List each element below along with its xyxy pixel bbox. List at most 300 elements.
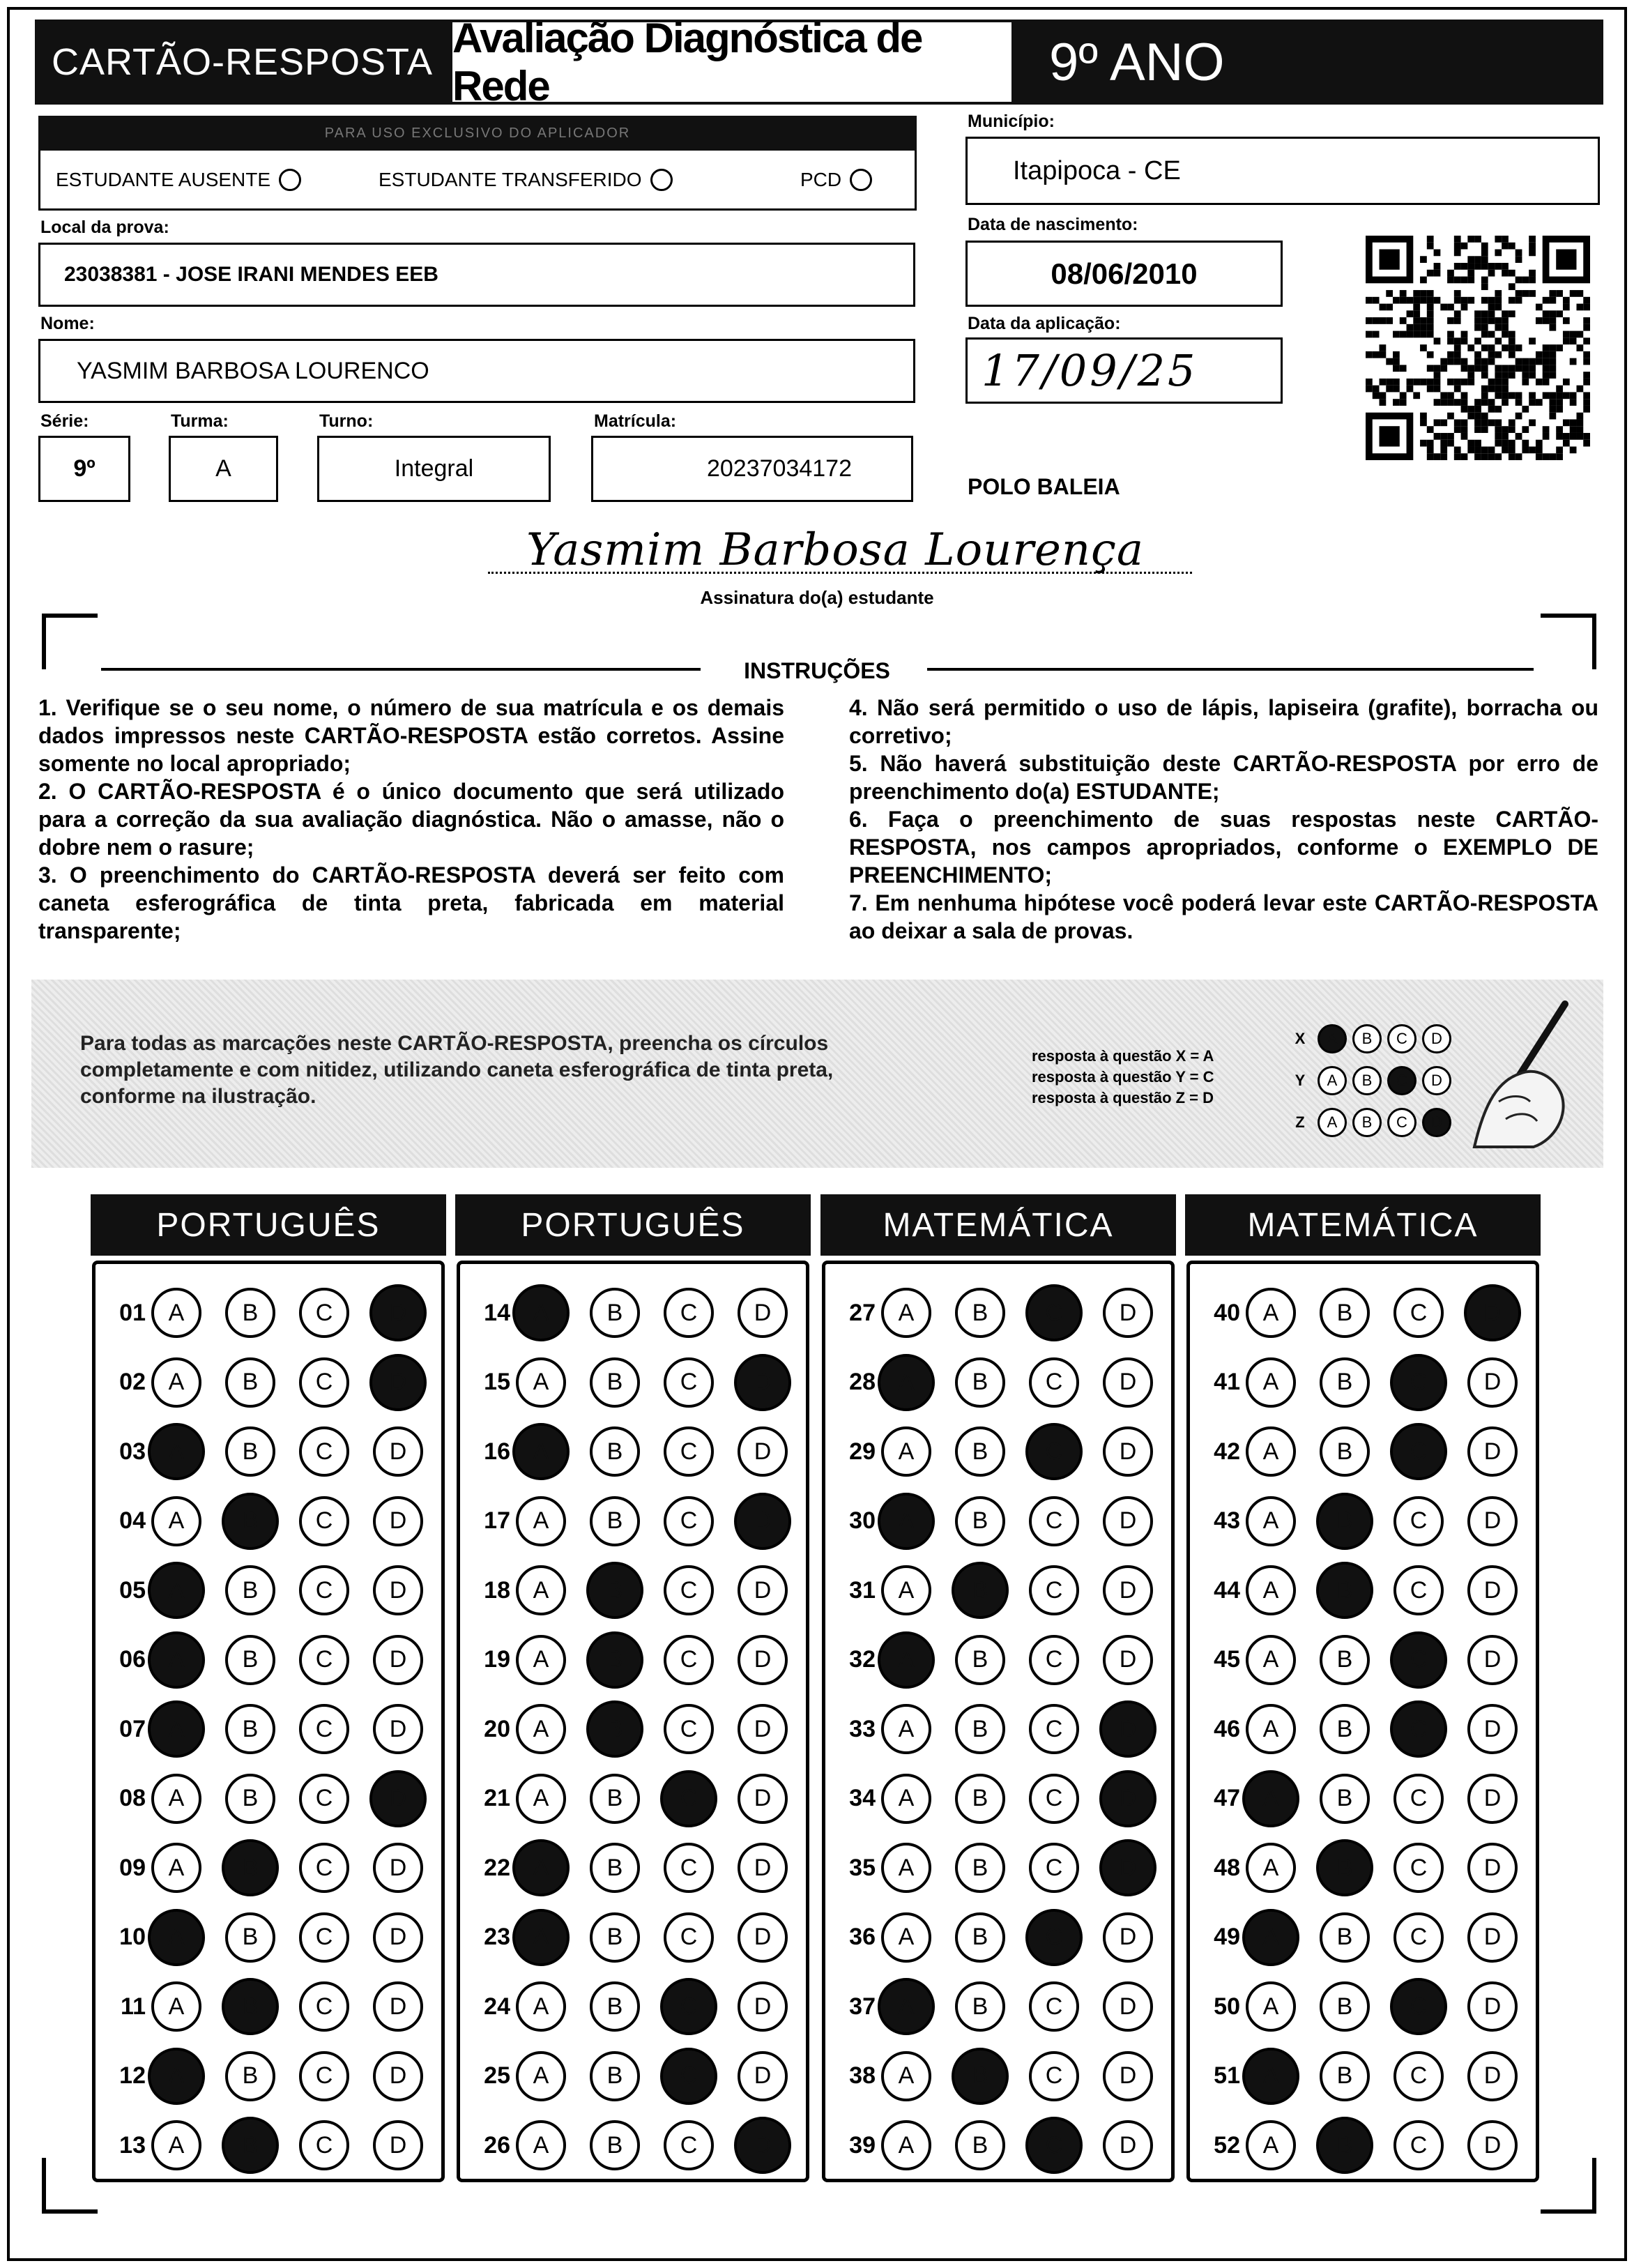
answer-bubble-a[interactable]: A (151, 1496, 201, 1546)
answer-bubble-d[interactable]: D (738, 1912, 788, 1963)
answer-bubble-d[interactable]: D (1467, 2051, 1518, 2101)
answer-bubble-a[interactable]: A (516, 1357, 566, 1408)
answer-bubble-d[interactable]: D (1467, 1843, 1518, 1893)
answer-bubble-c[interactable]: C (1025, 1909, 1083, 1966)
answer-bubble-d[interactable]: D (1103, 1981, 1153, 2032)
answer-bubble-b[interactable]: B (1316, 2117, 1373, 2174)
question-number: 45 (1214, 1646, 1240, 1673)
answer-bubble-d[interactable]: D (734, 1493, 791, 1550)
answer-bubble-b[interactable]: B (586, 1562, 643, 1619)
example-question-label: Z (1295, 1113, 1305, 1131)
question-number: 22 (484, 1854, 510, 1881)
answer-bubble-d[interactable]: D (373, 1426, 423, 1477)
question-row (96, 1764, 441, 1834)
question-number: 33 (849, 1715, 876, 1742)
answer-bubble-d[interactable]: D (1103, 1426, 1153, 1477)
answer-column (92, 1261, 445, 2182)
answer-bubble-c[interactable]: C (1029, 1981, 1079, 2032)
section-title: MATEMÁTICA (820, 1194, 1176, 1256)
answer-bubble-a[interactable]: A (151, 1843, 201, 1893)
answer-bubble-d[interactable]: D (1103, 1288, 1153, 1338)
question-number: 13 (119, 2131, 146, 2159)
answer-bubble-c[interactable]: C (1394, 1496, 1444, 1546)
example-label-y: resposta à questão Y = C (1032, 1068, 1214, 1086)
answer-bubble-a[interactable]: A (878, 1631, 935, 1689)
answer-bubble-c[interactable]: C (664, 1357, 714, 1408)
answer-bubble-a[interactable]: A (1246, 1981, 1296, 2032)
answer-bubble-b[interactable]: B (590, 1843, 640, 1893)
answer-bubble-a[interactable]: A (516, 1704, 566, 1754)
matricula-label: Matrícula: (594, 411, 677, 431)
question-row (96, 1903, 441, 1972)
question-number: 16 (484, 1438, 510, 1465)
answer-bubble-c[interactable]: C (299, 2120, 349, 2170)
section-title: MATEMÁTICA (1185, 1194, 1541, 1256)
answer-bubble-a[interactable]: A (881, 2051, 931, 2101)
answer-bubble-d[interactable]: D (1099, 1700, 1156, 1758)
answer-bubble-c[interactable]: C (664, 1912, 714, 1963)
answer-bubble-a[interactable]: A (1246, 1288, 1296, 1338)
example-bubble: B (1352, 1066, 1382, 1095)
answer-bubble-d[interactable]: D (1467, 1635, 1518, 1685)
serie-label: Série: (40, 411, 89, 431)
question-row (96, 1278, 441, 1348)
answer-bubble-d[interactable]: D (1467, 1981, 1518, 2032)
question-number: 40 (1214, 1299, 1240, 1326)
answer-bubble-c[interactable]: C (1025, 1284, 1083, 1341)
answer-bubble-c[interactable]: C (664, 1496, 714, 1546)
answer-bubble-d[interactable]: D (738, 1635, 788, 1685)
answer-bubble-b[interactable]: B (1320, 1704, 1370, 1754)
answer-bubble-d[interactable]: D (1103, 1496, 1153, 1546)
answer-bubble-b[interactable]: B (955, 1635, 1005, 1685)
option-pcd[interactable] (800, 169, 872, 191)
answer-bubble-b[interactable]: B (225, 1635, 275, 1685)
answer-bubble-b[interactable]: B (590, 1774, 640, 1824)
question-number: 07 (119, 1715, 146, 1742)
answer-bubble-b[interactable]: B (955, 1912, 1005, 1963)
answer-bubble-d[interactable]: D (1099, 1839, 1156, 1896)
answer-bubble-d[interactable]: D (1467, 1426, 1518, 1477)
answer-bubble-c[interactable]: C (299, 1357, 349, 1408)
answer-bubble-d[interactable]: D (373, 1496, 423, 1546)
question-row (1190, 1417, 1536, 1486)
answer-bubble-c[interactable]: C (1390, 1423, 1447, 1480)
answer-bubble-b[interactable]: B (1316, 1562, 1373, 1619)
answer-bubble-d[interactable]: D (1099, 1770, 1156, 1827)
question-number: 49 (1214, 1924, 1240, 1950)
answer-bubble-b[interactable]: B (955, 1288, 1005, 1338)
aplicacao-label: Data da aplicação: (968, 314, 1121, 333)
answer-bubble-b[interactable]: B (1320, 2051, 1370, 2101)
question-number: 05 (119, 1576, 146, 1604)
answer-bubble-a[interactable]: A (516, 1496, 566, 1546)
signature-handwritten: Yasmim Barbosa Lourença (526, 524, 1145, 576)
question-number: 51 (1214, 2062, 1240, 2089)
answer-bubble-b[interactable]: B (1320, 1912, 1370, 1963)
question-number: 06 (119, 1646, 146, 1673)
question-row (96, 2041, 441, 2111)
answer-bubble-a[interactable]: A (516, 2120, 566, 2170)
answer-bubble-d[interactable]: D (738, 2051, 788, 2101)
answer-bubble-a[interactable]: A (151, 1981, 201, 2032)
answer-bubble-d[interactable]: D (1103, 1565, 1153, 1615)
answer-bubble-a[interactable]: A (516, 1565, 566, 1615)
answer-bubble-a[interactable]: A (1246, 1357, 1296, 1408)
answer-bubble-c[interactable]: C (1025, 2117, 1083, 2174)
question-row (825, 1972, 1171, 2041)
question-row (825, 1833, 1171, 1903)
option-absent[interactable] (56, 169, 301, 191)
example-bubble: D (1422, 1066, 1451, 1095)
grade-title: 9º ANO (1014, 20, 1603, 105)
answer-bubble-c[interactable]: C (299, 1912, 349, 1963)
answer-bubble-a[interactable]: A (881, 1704, 931, 1754)
question-row (1190, 1625, 1536, 1695)
answer-bubble-a[interactable]: A (881, 1288, 931, 1338)
answer-bubble-c[interactable]: C (299, 1981, 349, 2032)
answer-bubble-b[interactable]: B (225, 1704, 275, 1754)
answer-bubble-c[interactable]: C (1029, 2051, 1079, 2101)
answer-bubble-c[interactable]: C (1029, 1565, 1079, 1615)
answer-bubble-c[interactable]: C (664, 1565, 714, 1615)
answer-bubble-a[interactable]: A (881, 1774, 931, 1824)
question-number: 18 (484, 1576, 510, 1604)
question-number: 35 (849, 1854, 876, 1881)
answer-bubble-a[interactable]: A (1242, 1770, 1299, 1827)
question-row (825, 1625, 1171, 1695)
question-row (825, 1555, 1171, 1625)
option-absent-label: ESTUDANTE AUSENTE (56, 168, 271, 190)
answer-bubble-a[interactable]: A (881, 1843, 931, 1893)
answer-bubble-d[interactable]: D (738, 1981, 788, 2032)
answer-bubble-d[interactable]: D (369, 1770, 427, 1827)
answer-bubble-c[interactable]: C (1394, 2120, 1444, 2170)
answer-bubble-c[interactable]: C (299, 1288, 349, 1338)
question-number: 08 (119, 1785, 146, 1811)
answer-bubble-c[interactable]: C (1029, 1496, 1079, 1546)
answer-bubble-b[interactable]: B (1320, 1635, 1370, 1685)
answer-bubble-a[interactable]: A (1242, 1909, 1299, 1966)
answer-bubble-d[interactable]: D (1103, 2120, 1153, 2170)
answer-bubble-c[interactable]: C (1394, 1288, 1444, 1338)
answer-bubble-b[interactable]: B (952, 1562, 1009, 1619)
answer-bubble-b[interactable]: B (590, 1288, 640, 1338)
question-number: 24 (484, 1993, 510, 2020)
answer-bubble-b[interactable]: B (1320, 1774, 1370, 1824)
example-bubble: A (1318, 1108, 1347, 1137)
option-absent-circle[interactable] (279, 169, 301, 191)
question-number: 04 (119, 1507, 146, 1534)
answer-bubble-d[interactable]: D (1467, 1496, 1518, 1546)
answer-bubble-b[interactable]: B (590, 1357, 640, 1408)
answer-bubble-d[interactable]: D (738, 1288, 788, 1338)
question-number: 34 (849, 1785, 876, 1811)
answer-bubble-d[interactable]: D (1467, 2120, 1518, 2170)
option-pcd-circle[interactable] (850, 169, 872, 191)
answer-bubble-c[interactable]: C (1029, 1635, 1079, 1685)
question-row (96, 2110, 441, 2180)
answer-bubble-c[interactable]: C (1025, 1423, 1083, 1480)
option-pcd-label: PCD (800, 168, 842, 190)
answer-bubble-d[interactable]: D (1464, 1284, 1521, 1341)
answer-bubble-a[interactable]: A (151, 1288, 201, 1338)
question-number: 30 (849, 1507, 876, 1534)
answer-bubble-a[interactable]: A (878, 1354, 935, 1411)
answer-bubble-c[interactable]: C (1394, 1912, 1444, 1963)
answer-bubble-b[interactable]: B (590, 1426, 640, 1477)
answer-bubble-c[interactable]: C (660, 1770, 717, 1827)
question-row (96, 1972, 441, 2041)
answer-bubble-b[interactable]: B (222, 1839, 279, 1896)
turno-label: Turno: (319, 411, 374, 431)
answer-bubble-b[interactable]: B (955, 1981, 1005, 2032)
answer-bubble-c[interactable]: C (1390, 1354, 1447, 1411)
answer-bubble-b[interactable]: B (1320, 1357, 1370, 1408)
answer-bubble-a[interactable]: A (881, 1912, 931, 1963)
example-label-x: resposta à questão X = A (1032, 1047, 1214, 1065)
answer-bubble-c[interactable]: C (299, 1704, 349, 1754)
question-row (96, 1833, 441, 1903)
answer-bubble-a[interactable]: A (148, 1423, 205, 1480)
answer-bubble-b[interactable]: B (222, 2117, 279, 2174)
answer-bubble-c[interactable]: C (299, 2051, 349, 2101)
answer-bubble-c[interactable]: C (1390, 1978, 1447, 2035)
answer-bubble-d[interactable]: D (373, 1565, 423, 1615)
answer-bubble-a[interactable]: A (151, 1357, 201, 1408)
nome-field: YASMIM BARBOSA LOURENCO (38, 339, 915, 403)
answer-bubble-c[interactable]: C (664, 1288, 714, 1338)
answer-column (822, 1261, 1175, 2182)
answer-bubble-b[interactable]: B (222, 1493, 279, 1550)
question-number: 01 (119, 1299, 146, 1326)
option-transferred[interactable] (379, 169, 673, 191)
answer-bubble-b[interactable]: B (222, 1978, 279, 2035)
card-title: CARTÃO-RESPOSTA (35, 20, 450, 105)
answer-bubble-b[interactable]: B (586, 1631, 643, 1689)
question-row (825, 2041, 1171, 2111)
question-row (1190, 1348, 1536, 1417)
answer-bubble-b[interactable]: B (225, 1912, 275, 1963)
answer-bubble-b[interactable]: B (225, 1565, 275, 1615)
answer-bubble-d[interactable]: D (369, 1354, 427, 1411)
question-number: 20 (484, 1715, 510, 1742)
example-bubble: D (1422, 1024, 1451, 1053)
answer-bubble-d[interactable]: D (369, 1284, 427, 1341)
answer-bubble-d[interactable]: D (1103, 1635, 1153, 1685)
answer-bubble-a[interactable]: A (1242, 2048, 1299, 2105)
answer-bubble-c[interactable]: C (1029, 1774, 1079, 1824)
answer-bubble-c[interactable]: C (299, 1426, 349, 1477)
answer-bubble-c[interactable]: C (664, 2120, 714, 2170)
question-number: 02 (119, 1369, 146, 1395)
answer-bubble-d[interactable]: D (1103, 2051, 1153, 2101)
answer-bubble-a[interactable]: A (878, 1978, 935, 2035)
answer-bubble-c[interactable]: C (299, 1774, 349, 1824)
question-row (1190, 2041, 1536, 2111)
answer-bubble-d[interactable]: D (1467, 1704, 1518, 1754)
answer-bubble-d[interactable]: D (373, 2051, 423, 2101)
answer-bubble-a[interactable]: A (512, 1909, 570, 1966)
answer-bubble-a[interactable]: A (516, 1635, 566, 1685)
answer-bubble-c[interactable]: C (1390, 1631, 1447, 1689)
question-number: 29 (849, 1438, 876, 1465)
answer-bubble-d[interactable]: D (373, 1912, 423, 1963)
instructions-title: INSTRUÇÕES (744, 658, 890, 683)
answer-bubble-a[interactable]: A (148, 2048, 205, 2105)
answer-bubble-b[interactable]: B (225, 1426, 275, 1477)
answer-bubble-d[interactable]: D (734, 1354, 791, 1411)
turma-field: A (169, 436, 278, 502)
question-row (1190, 1694, 1536, 1764)
answer-bubble-a[interactable]: A (1246, 2120, 1296, 2170)
answer-bubble-c[interactable]: C (1390, 1700, 1447, 1758)
answer-bubble-a[interactable]: A (148, 1562, 205, 1619)
answer-bubble-b[interactable]: B (590, 1496, 640, 1546)
answer-bubble-d[interactable]: D (738, 1774, 788, 1824)
answer-bubble-b[interactable]: B (952, 2048, 1009, 2105)
answer-bubble-a[interactable]: A (1246, 1843, 1296, 1893)
answer-bubble-c[interactable]: C (664, 1635, 714, 1685)
answer-bubble-a[interactable]: A (881, 1565, 931, 1615)
example-bubble: C (1387, 1066, 1417, 1095)
instruction-item: 2. O CARTÃO-RESPOSTA é o único documento que será utilizado para a correção da sua avaliação diagnóstica. Não o amasse, não o dobre nem o rasure; (38, 779, 784, 860)
matricula-field: 20237034172 (591, 436, 913, 502)
answer-bubble-a[interactable]: A (1246, 1565, 1296, 1615)
local-label: Local da prova: (40, 218, 169, 237)
answer-bubble-c[interactable]: C (1029, 1704, 1079, 1754)
answer-bubble-b[interactable]: B (586, 1700, 643, 1758)
answer-bubble-b[interactable]: B (955, 1843, 1005, 1893)
answer-bubble-b[interactable]: B (225, 2051, 275, 2101)
answer-bubble-d[interactable]: D (373, 1843, 423, 1893)
answer-bubble-d[interactable]: D (734, 2117, 791, 2174)
answer-bubble-a[interactable]: A (1246, 1426, 1296, 1477)
answer-bubble-c[interactable]: C (660, 2048, 717, 2105)
answer-bubble-c[interactable]: C (660, 1978, 717, 2035)
corner-mark-bottom-right (1541, 2158, 1596, 2214)
answer-bubble-d[interactable]: D (1467, 1357, 1518, 1408)
example-bubble: B (1352, 1108, 1382, 1137)
answer-bubble-b[interactable]: B (1320, 1288, 1370, 1338)
answer-bubble-b[interactable]: B (955, 1426, 1005, 1477)
answer-bubble-b[interactable]: B (1316, 1839, 1373, 1896)
answer-bubble-a[interactable]: A (516, 1774, 566, 1824)
instruction-item: 6. Faça o preenchimento de suas respostas neste CARTÃO-RESPOSTA, nos campos apropriados, conforme o EXEMPLO DE PREENCHIMENTO; (849, 807, 1598, 888)
answer-bubble-a[interactable]: A (878, 1493, 935, 1550)
answer-bubble-d[interactable]: D (373, 1704, 423, 1754)
answer-bubble-c[interactable]: C (1394, 1843, 1444, 1893)
answer-bubble-d[interactable]: D (373, 1981, 423, 2032)
answer-bubble-c[interactable]: C (664, 1704, 714, 1754)
answer-bubble-c[interactable]: C (299, 1496, 349, 1546)
question-number: 43 (1214, 1507, 1240, 1534)
hand-pen-icon (1471, 997, 1575, 1150)
answer-bubble-d[interactable]: D (1467, 1774, 1518, 1824)
answer-bubble-c[interactable]: C (299, 1635, 349, 1685)
answer-bubble-b[interactable]: B (590, 1912, 640, 1963)
question-row (96, 1555, 441, 1625)
answer-bubble-c[interactable]: C (1029, 1357, 1079, 1408)
answer-bubble-d[interactable]: D (1103, 1357, 1153, 1408)
question-row (460, 2110, 806, 2180)
answer-bubble-c[interactable]: C (1029, 1843, 1079, 1893)
answer-bubble-d[interactable]: D (738, 1843, 788, 1893)
answer-bubble-a[interactable]: A (148, 1700, 205, 1758)
answer-bubble-a[interactable]: A (151, 1774, 201, 1824)
answer-bubble-c[interactable]: C (664, 1843, 714, 1893)
instruction-item: 3. O preenchimento do CARTÃO-RESPOSTA deverá ser feito com caneta esferográfica de tinta preta, fabricada em material transparente; (38, 862, 784, 943)
turno-field: Integral (317, 436, 551, 502)
answer-bubble-a[interactable]: A (1246, 1496, 1296, 1546)
answer-bubble-a[interactable]: A (512, 1423, 570, 1480)
answer-bubble-a[interactable]: A (151, 2120, 201, 2170)
question-number: 09 (119, 1854, 146, 1881)
answer-bubble-b[interactable]: B (590, 2120, 640, 2170)
answer-bubble-a[interactable]: A (516, 1981, 566, 2032)
example-bubble: C (1387, 1024, 1417, 1053)
answer-bubble-b[interactable]: B (590, 2051, 640, 2101)
instructions-left (38, 694, 784, 945)
answer-bubble-b[interactable]: B (1320, 1981, 1370, 2032)
answer-bubble-b[interactable]: B (1320, 1426, 1370, 1477)
answer-bubble-a[interactable]: A (1246, 1704, 1296, 1754)
answer-bubble-d[interactable]: D (1467, 1912, 1518, 1963)
answer-bubble-b[interactable]: B (955, 1704, 1005, 1754)
answer-bubble-b[interactable]: B (955, 1496, 1005, 1546)
answer-bubble-a[interactable]: A (148, 1631, 205, 1689)
answer-bubble-c[interactable]: C (1394, 1774, 1444, 1824)
answer-bubble-a[interactable]: A (148, 1909, 205, 1966)
answer-bubble-d[interactable]: D (1467, 1565, 1518, 1615)
corner-mark-bottom-left (42, 2158, 98, 2214)
answer-bubble-a[interactable]: A (881, 1426, 931, 1477)
example-row (1283, 1018, 1492, 1060)
answer-bubble-d[interactable]: D (738, 1704, 788, 1754)
question-row (460, 1417, 806, 1486)
answer-bubble-b[interactable]: B (955, 2120, 1005, 2170)
question-number: 23 (484, 1924, 510, 1950)
answer-bubble-b[interactable]: B (225, 1288, 275, 1338)
answer-bubble-d[interactable]: D (1103, 1912, 1153, 1963)
answer-bubble-a[interactable]: A (881, 2120, 931, 2170)
answer-bubble-b[interactable]: B (955, 1357, 1005, 1408)
question-row (825, 1764, 1171, 1834)
answer-bubble-c[interactable]: C (299, 1565, 349, 1615)
answer-bubble-c[interactable]: C (1394, 1565, 1444, 1615)
answer-bubble-d[interactable]: D (373, 1635, 423, 1685)
answer-bubble-c[interactable]: C (299, 1843, 349, 1893)
answer-bubble-d[interactable]: D (738, 1426, 788, 1477)
answer-bubble-c[interactable]: C (1394, 2051, 1444, 2101)
answer-bubble-b[interactable]: B (225, 1774, 275, 1824)
question-row (460, 1833, 806, 1903)
answer-bubble-a[interactable]: A (512, 1284, 570, 1341)
answer-bubble-a[interactable]: A (516, 2051, 566, 2101)
answer-bubble-d[interactable]: D (738, 1565, 788, 1615)
answer-bubble-b[interactable]: B (590, 1981, 640, 2032)
answer-bubble-b[interactable]: B (1316, 1493, 1373, 1550)
answer-bubble-b[interactable]: B (955, 1774, 1005, 1824)
answer-bubble-a[interactable]: A (1246, 1635, 1296, 1685)
answer-bubble-d[interactable]: D (373, 2120, 423, 2170)
answer-bubble-b[interactable]: B (225, 1357, 275, 1408)
answer-bubble-c[interactable]: C (664, 1426, 714, 1477)
instruction-item: 7. Em nenhuma hipótese você poderá levar este CARTÃO-RESPOSTA ao deixar a sala de provas. (849, 890, 1598, 943)
answer-bubble-a[interactable]: A (512, 1839, 570, 1896)
instruction-item: 5. Não haverá substituição deste CARTÃO-RESPOSTA por erro de preenchimento do(a) ESTUDANTE; (849, 751, 1598, 804)
option-transferred-circle[interactable] (650, 169, 673, 191)
